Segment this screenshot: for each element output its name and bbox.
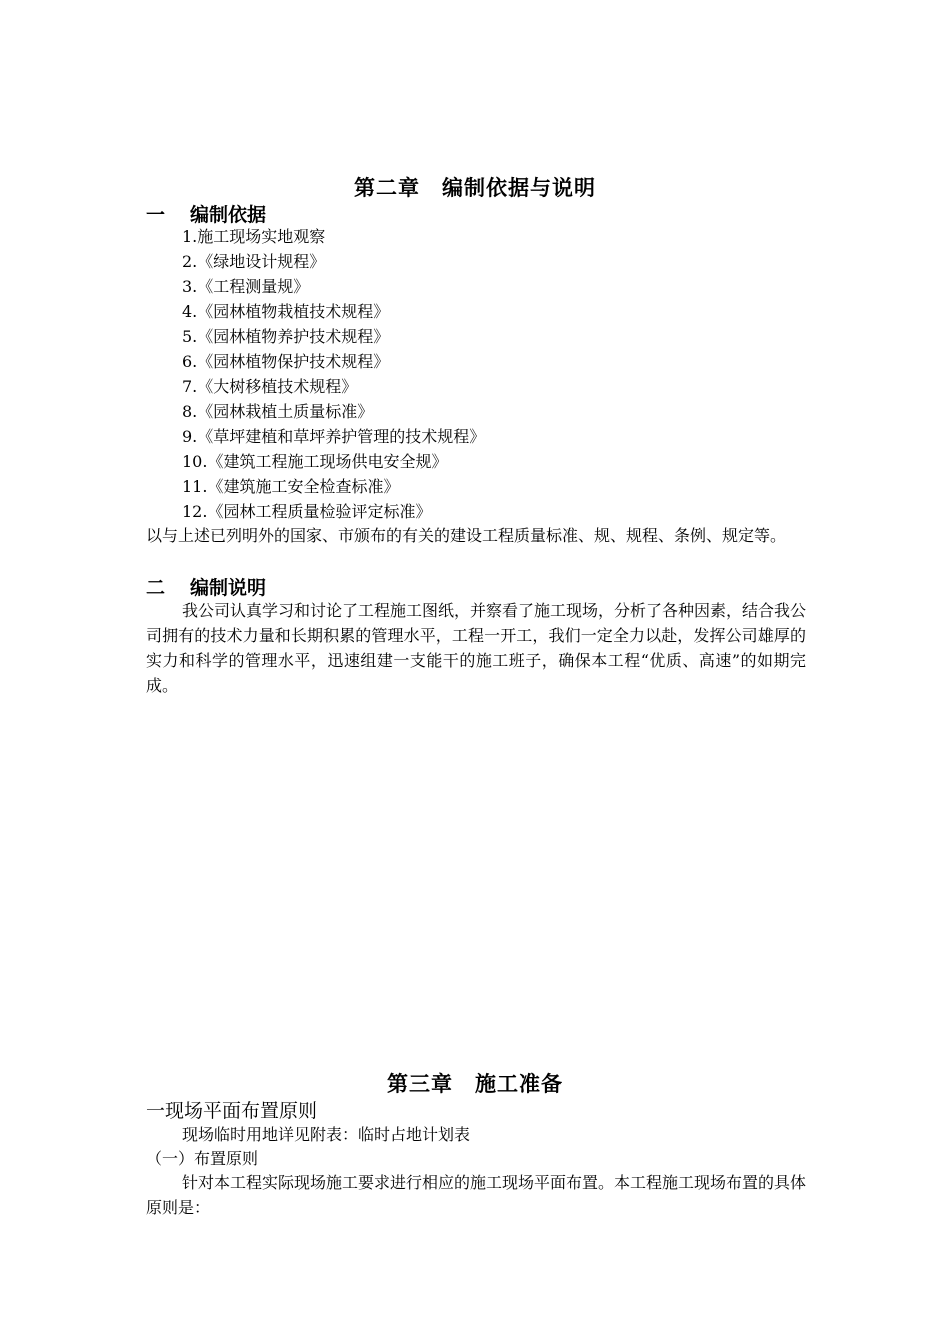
list-item: 11.《建筑施工安全检查标准》 <box>182 477 400 496</box>
list-item: 1.施工现场实地观察 <box>182 227 326 246</box>
temporary-land-note: 现场临时用地详见附表：临时占地计划表 <box>182 1125 471 1144</box>
section-number: 一 <box>146 204 166 226</box>
subsection-heading: （一）布置原则 <box>146 1149 259 1168</box>
list-item: 9.《草坪建植和草坪养护管理的技术规程》 <box>182 427 486 446</box>
site-layout-principle-heading: 一现场平面布置原则 <box>146 1100 318 1122</box>
list-item: 10.《建筑工程施工现场供电安全规》 <box>182 452 448 471</box>
list-item: 4.《园林植物栽植技术规程》 <box>182 302 390 321</box>
list-item: 12.《园林工程质量检验评定标准》 <box>182 502 432 521</box>
layout-principle-paragraph: 针对本工程实际现场施工要求进行相应的施工现场平面布置。本工程施工现场布置的具体原则是： <box>146 1173 807 1217</box>
list-item: 2.《绿地设计规程》 <box>182 252 326 271</box>
list-item: 6.《园林植物保护技术规程》 <box>182 352 390 371</box>
section-heading-basis <box>146 200 266 227</box>
list-item: 3.《工程测量规》 <box>182 277 310 296</box>
standards-closing-paragraph: 以与上述已列明外的国家、市颁布的有关的建设工程质量标准、规、规程、条例、规定等。 <box>146 526 787 545</box>
section-number: 二 <box>146 577 166 599</box>
section-heading-explanation <box>146 573 266 600</box>
chapter-2-title: 第二章 编制依据与说明 <box>354 176 596 200</box>
section-title: 编制说明 <box>190 577 267 599</box>
list-item: 5.《园林植物养护技术规程》 <box>182 327 390 346</box>
chapter-3-title: 第三章 施工准备 <box>387 1072 563 1096</box>
list-item: 8.《园林栽植土质量标准》 <box>182 402 374 421</box>
section-title: 编制依据 <box>190 204 267 226</box>
list-item: 7.《大树移植技术规程》 <box>182 377 358 396</box>
explanation-paragraph: 我公司认真学习和讨论了工程施工图纸，并察看了施工现场，分析了各种因素，结合我公司拥有的技术力量和长期积累的管理水平，工程一开工，我们一定全力以赴，发挥公司雄厚的实力和科学的管理水平，迅速组建一支能干的施工班子，确保本工程“优质、高速”的如期完成。 <box>146 601 807 695</box>
